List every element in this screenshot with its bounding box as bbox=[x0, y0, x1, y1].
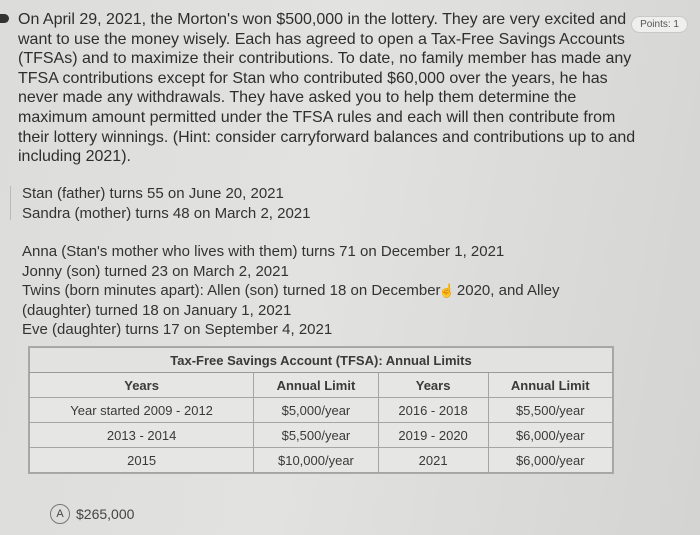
family-group-others bbox=[22, 242, 560, 340]
question-bullet bbox=[0, 14, 9, 23]
table-cell: $6,000/year bbox=[488, 423, 612, 448]
answer-option-a[interactable] bbox=[50, 504, 134, 524]
table-row bbox=[30, 398, 613, 423]
table-row bbox=[30, 448, 613, 473]
family-member-anna: Anna (Stan's mother who lives with them) turns 71 on December 1, 2021 bbox=[22, 243, 505, 260]
table-cell: 2019 - 2020 bbox=[378, 423, 488, 448]
tfsa-limits-table bbox=[28, 346, 614, 474]
family-member-eve: Eve (daughter) turns 17 on September 4, 2021 bbox=[22, 321, 333, 338]
family-member-jonny: Jonny (son) turned 23 on March 2, 2021 bbox=[22, 262, 289, 280]
table-cell: $5,000/year bbox=[254, 398, 378, 423]
table-cell: 2013 - 2014 bbox=[30, 423, 254, 448]
answer-text: $265,000 bbox=[76, 506, 135, 522]
table-header: Years bbox=[30, 373, 254, 398]
points-badge: Points: 1 bbox=[631, 16, 688, 33]
question-text: On April 29, 2021, the Morton's won $500,000 in the lottery. They are very excited and want to use the money wisely. Each has agreed to open a Tax-Free Savings Accounts (TFSAs) and to maximize their contributions. To date, no family member has made any TFSA contributions except for Stan who contributed $60,000 over the years, he has never made any withdrawals. They have asked you to help them determine the maximum amount permitted under the TFSA rules and each will then contribute from their lottery winnings. (Hint: consider carryforward balances and contributions up to and including 2021). bbox=[18, 11, 636, 166]
table-title: Tax-Free Savings Account (TFSA): Annual Limits bbox=[30, 348, 613, 373]
family-member-twins bbox=[22, 281, 560, 301]
table-header: Annual Limit bbox=[488, 373, 612, 398]
table-header: Years bbox=[378, 373, 488, 398]
table-cell: 2015 bbox=[30, 448, 254, 473]
table-cell: 2021 bbox=[378, 448, 488, 473]
table-header: Annual Limit bbox=[254, 373, 378, 398]
table-cell: 2016 - 2018 bbox=[378, 398, 488, 423]
table-row bbox=[30, 423, 613, 448]
family-member-stan: Stan (father) turns 55 on June 20, 2021 bbox=[22, 185, 284, 202]
table-cell: Year started 2009 - 2012 bbox=[30, 398, 254, 423]
table-cell: $6,000/year bbox=[488, 448, 612, 473]
table-cell: $5,500/year bbox=[254, 423, 378, 448]
answer-letter: A bbox=[50, 504, 70, 524]
twins-text-a: Twins (born minutes apart): Allen (son) turned 18 on December bbox=[22, 282, 441, 299]
table-cell: $5,500/year bbox=[488, 398, 612, 423]
hand-cursor-icon: ☝ bbox=[438, 283, 455, 298]
family-group-parents bbox=[22, 184, 311, 223]
family-member-alley: (daughter) turned 18 on January 1, 2021 bbox=[22, 301, 292, 319]
family-member-sandra: Sandra (mother) turns 48 on March 2, 2021 bbox=[22, 204, 311, 222]
twins-text-b: 2020, and Alley bbox=[456, 282, 560, 299]
table-cell: $10,000/year bbox=[254, 448, 378, 473]
